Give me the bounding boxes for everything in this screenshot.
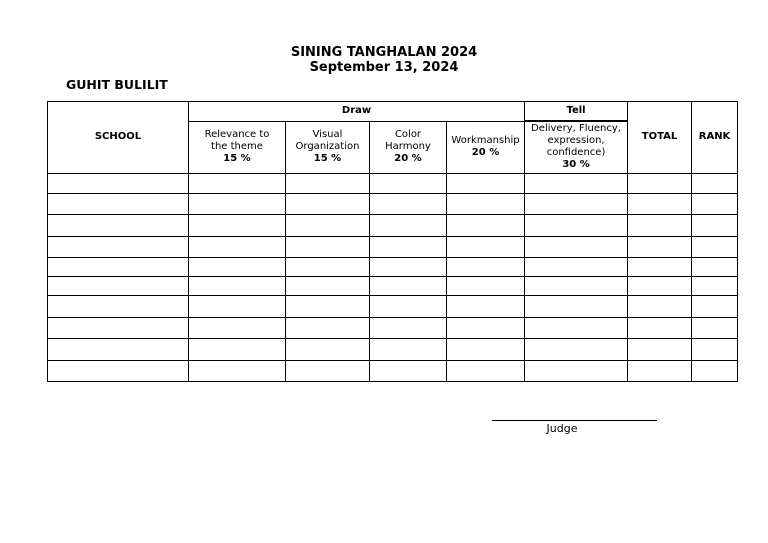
school-header: SCHOOL: [48, 102, 189, 174]
score-cell: [48, 360, 189, 381]
criterion-weight: 15 %: [223, 153, 251, 164]
score-cell: [692, 236, 738, 257]
criterion-weight: 15 %: [313, 153, 342, 164]
score-cell: [692, 173, 738, 193]
criterion-workmanship: Workmanship 20 %: [447, 121, 525, 173]
score-cell: [189, 339, 286, 360]
criterion-visual-organization: Visual Organization 15 %: [286, 121, 370, 173]
score-cell: [447, 296, 525, 317]
score-cell: [189, 257, 286, 276]
score-cell: [692, 215, 738, 236]
table-row: [48, 173, 738, 193]
event-date: September 13, 2024: [309, 60, 459, 75]
category-label: GUHIT BULILIT: [66, 77, 168, 92]
table-row: [48, 360, 738, 381]
score-cell: [525, 257, 628, 276]
score-cell: [370, 360, 447, 381]
score-rows: [48, 173, 738, 382]
score-cell: [48, 339, 189, 360]
score-cell: [370, 193, 447, 214]
score-cell: [370, 173, 447, 193]
score-cell: [48, 173, 189, 193]
score-cell: [189, 277, 286, 296]
total-header: TOTAL: [628, 102, 692, 174]
score-cell: [48, 277, 189, 296]
score-cell: [692, 339, 738, 360]
judge-label: Judge: [546, 422, 578, 435]
criterion-weight: 30 %: [562, 159, 590, 171]
score-cell: [628, 277, 692, 296]
score-cell: [447, 277, 525, 296]
criterion-weight: 20 %: [471, 147, 500, 158]
score-cell: [628, 236, 692, 257]
table-row: [48, 317, 738, 338]
score-cell: [525, 236, 628, 257]
criterion-delivery: Delivery, Fluency, expression, confidence) 30 %: [525, 121, 628, 173]
score-cell: [286, 317, 370, 338]
score-cell: [692, 193, 738, 214]
criterion-color-harmony: Color Harmony 20 %: [370, 121, 447, 173]
score-cell: [48, 296, 189, 317]
score-cell: [286, 173, 370, 193]
score-cell: [525, 339, 628, 360]
score-cell: [525, 296, 628, 317]
score-cell: [628, 360, 692, 381]
score-cell: [189, 215, 286, 236]
table-row: [48, 277, 738, 296]
score-cell: [628, 317, 692, 338]
score-cell: [370, 296, 447, 317]
score-cell: [628, 215, 692, 236]
judge-signature-line: [492, 420, 657, 421]
score-cell: [525, 360, 628, 381]
score-cell: [525, 317, 628, 338]
table-row: [48, 257, 738, 276]
score-cell: [286, 360, 370, 381]
score-cell: [370, 215, 447, 236]
table-row: [48, 236, 738, 257]
score-cell: [370, 257, 447, 276]
score-cell: [628, 296, 692, 317]
score-cell: [447, 215, 525, 236]
score-cell: [286, 236, 370, 257]
score-cell: [48, 317, 189, 338]
criterion-weight: 20 %: [394, 153, 422, 164]
table-row: [48, 193, 738, 214]
score-cell: [189, 236, 286, 257]
score-cell: [286, 215, 370, 236]
score-cell: [286, 339, 370, 360]
score-cell: [370, 339, 447, 360]
score-cell: [525, 215, 628, 236]
score-cell: [628, 173, 692, 193]
score-cell: [370, 317, 447, 338]
table-row: [48, 215, 738, 236]
score-cell: [692, 317, 738, 338]
score-cell: [692, 296, 738, 317]
score-cell: [447, 317, 525, 338]
score-cell: [525, 193, 628, 214]
table-row: [48, 339, 738, 360]
score-cell: [692, 257, 738, 276]
score-cell: [48, 215, 189, 236]
score-cell: [189, 296, 286, 317]
score-cell: [189, 173, 286, 193]
score-cell: [447, 236, 525, 257]
score-cell: [189, 193, 286, 214]
score-cell: [447, 360, 525, 381]
score-cell: [447, 193, 525, 214]
tell-group-header: Tell: [525, 102, 628, 122]
score-sheet-table: [47, 101, 738, 382]
event-title: SINING TANGHALAN 2024: [290, 45, 478, 60]
score-cell: [628, 339, 692, 360]
score-cell: [286, 296, 370, 317]
score-cell: [447, 257, 525, 276]
score-cell: [370, 236, 447, 257]
score-cell: [286, 277, 370, 296]
document-title: [0, 45, 768, 75]
score-cell: [286, 193, 370, 214]
score-cell: [628, 257, 692, 276]
draw-group-header: Draw: [189, 102, 525, 122]
score-cell: [189, 360, 286, 381]
score-cell: [48, 257, 189, 276]
score-cell: [447, 173, 525, 193]
score-cell: [48, 193, 189, 214]
score-cell: [628, 193, 692, 214]
score-cell: [286, 257, 370, 276]
score-cell: [189, 317, 286, 338]
score-cell: [447, 339, 525, 360]
score-cell: [525, 173, 628, 193]
rank-header: RANK: [692, 102, 738, 174]
criterion-relevance: Relevance to the theme 15 %: [189, 121, 286, 173]
table-row: [48, 296, 738, 317]
score-cell: [692, 277, 738, 296]
score-cell: [370, 277, 447, 296]
score-cell: [525, 277, 628, 296]
score-cell: [692, 360, 738, 381]
score-cell: [48, 236, 189, 257]
